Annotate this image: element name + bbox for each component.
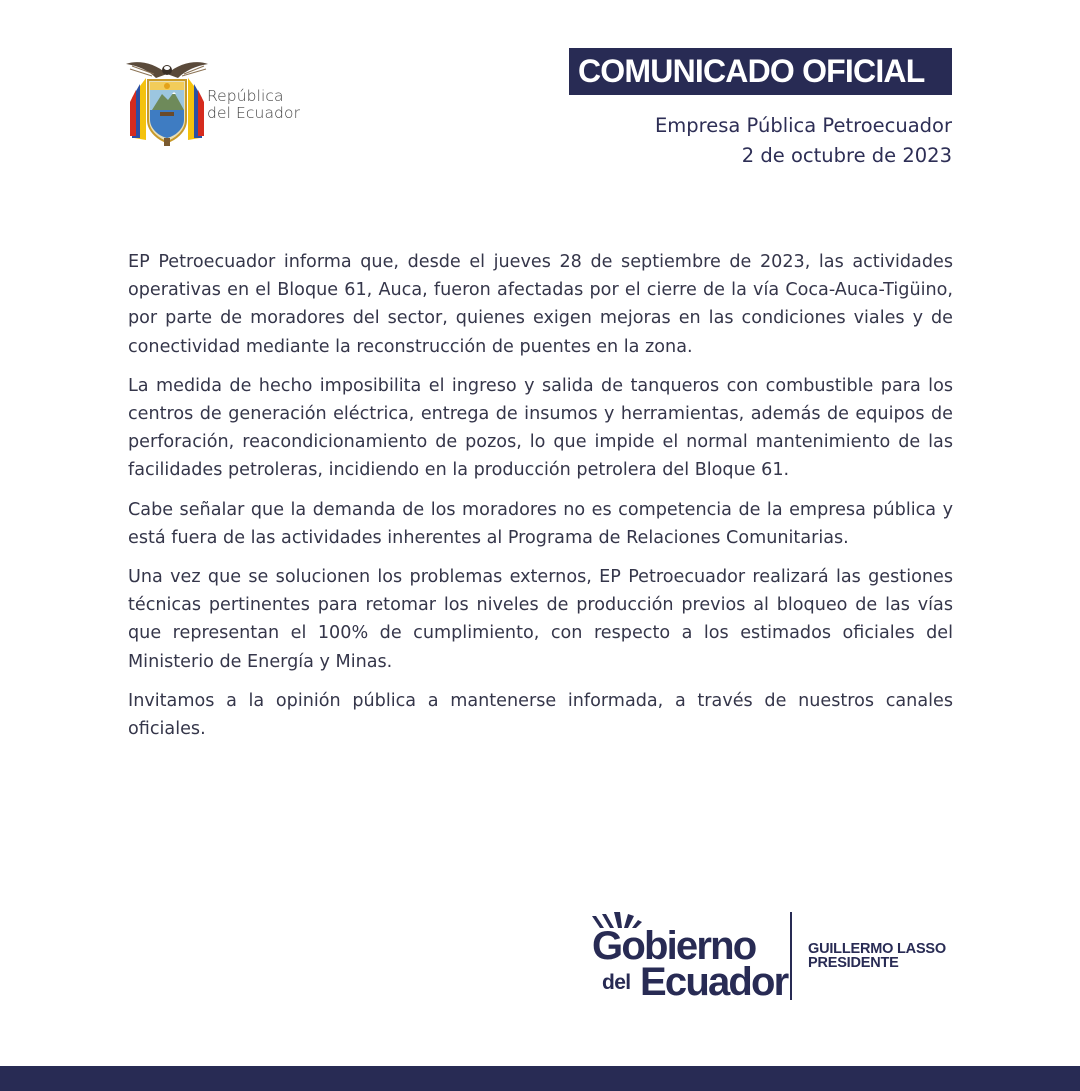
header-meta: [655, 111, 952, 171]
comunicado-oficial-banner: COMUNICADO OFICIAL: [569, 48, 952, 95]
ecuador-coat-of-arms-icon: [124, 54, 210, 148]
ecuador-word: Ecuador: [640, 960, 788, 1004]
paragraph: EP Petroecuador informa que, desde el jueves 28 de septiembre de 2023, las actividades operativas en el Bloque 61, Auca, fueron afectadas por el cierre de la vía Coca-Auca-Tigüino, por parte de moradores del sector, quienes exigen mejoras en las condiciones viales y de conectividad mediante la reconstrucción de puentes en la zona.: [128, 252, 953, 357]
emblem-text-line1: República: [207, 87, 284, 105]
del-word: del: [602, 971, 631, 994]
republica-del-ecuador-text: [207, 88, 300, 122]
document-date: 2 de octubre de 2023: [741, 144, 952, 167]
bottom-bar: [0, 1066, 1080, 1091]
gobierno-logo: [588, 910, 968, 1005]
paragraph: La medida de hecho imposibilita el ingreso y salida de tanqueros con combustible para los centros de generación eléctrica, entrega de insumos y herramientas, además de equipos de perforación, reacondicionamiento de pozos, lo que impide el normal mantenimiento de las facilidades petroleras, incidiendo en la producción petrolera del Bloque 61.: [128, 375, 953, 481]
paragraph: Cabe señalar que la demanda de los moradores no es competencia de la empresa pública y está fuera de las actividades inherentes al Programa de Relaciones Comunitarias.: [128, 499, 953, 548]
logo-divider: [790, 912, 792, 1000]
statement-body: [128, 248, 953, 754]
emblem-text-line2: del Ecuador: [207, 104, 301, 122]
president-name: GUILLERMO LASSO: [808, 941, 946, 957]
republica-emblem: [124, 54, 324, 150]
president-title: PRESIDENTE: [808, 955, 899, 971]
company-name: Empresa Pública Petroecuador: [654, 114, 952, 137]
paragraph: Invitamos a la opinión pública a mantenerse informada, a través de nuestros canales oficiales.: [128, 690, 953, 740]
paragraph: Una vez que se solucionen los problemas externos, EP Petroecuador realizará las gestiones técnicas pertinentes para retomar los niveles de producción previos al bloqueo de las vías que representan el 100% de cumplimiento, con respecto a los estimados oficiales del Ministerio de Energía y Minas.: [128, 567, 953, 672]
gobierno-word: Gobierno: [592, 924, 756, 968]
president-credit: [808, 942, 946, 970]
